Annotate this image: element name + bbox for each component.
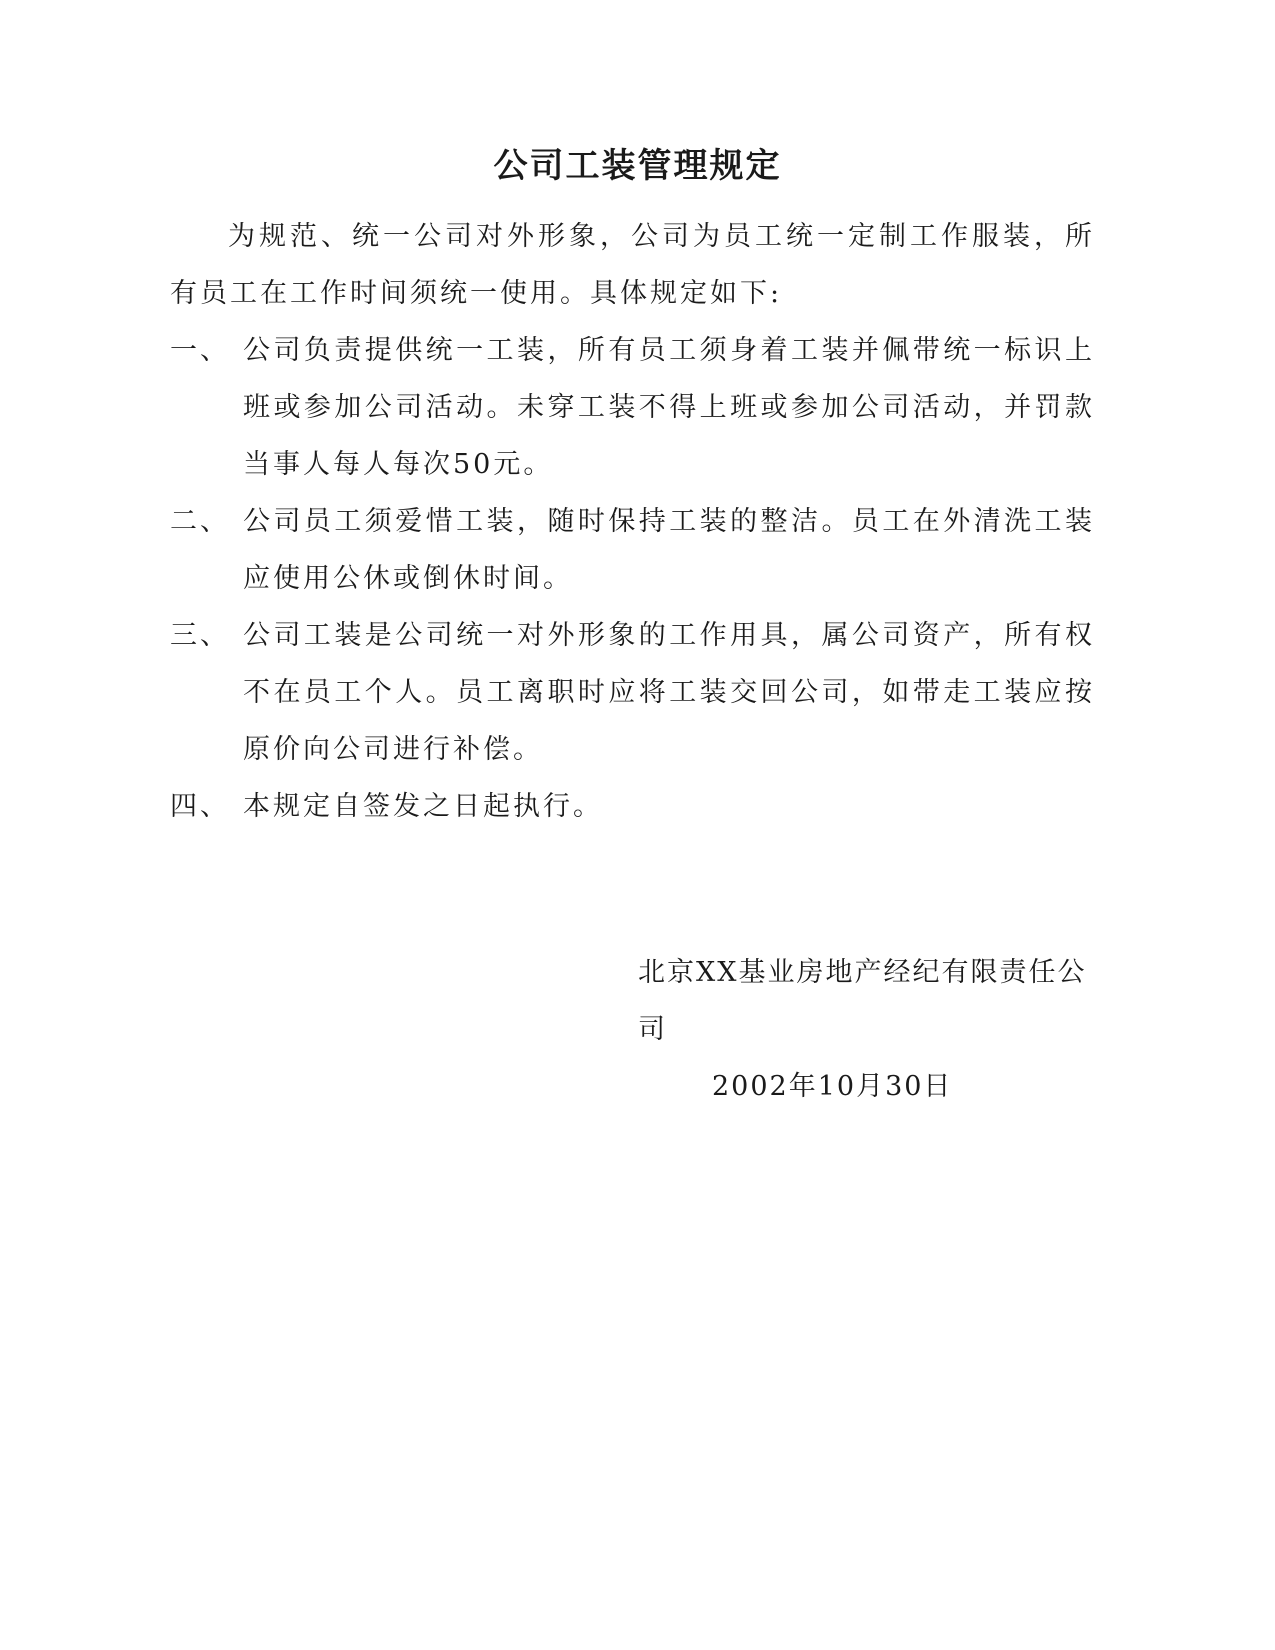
item-text: 公司员工须爱惜工装，随时保持工装的整洁。员工在外清洗工装应使用公休或倒休时间。 <box>243 506 1095 594</box>
regulation-item-4 <box>170 778 1095 835</box>
signature-block <box>600 944 1100 1115</box>
regulation-item-3 <box>170 607 1095 778</box>
item-marker: 四、 <box>170 791 230 822</box>
document-title: 公司工装管理规定 <box>493 146 782 186</box>
item-text: 公司负责提供统一工装，所有员工须身着工装并佩带统一标识上班或参加公司活动。未穿工装不得上班或参加公司活动，并罚款当事人每人每次50元。 <box>243 335 1095 480</box>
signature-date: 2002年10月30日 <box>712 1071 953 1102</box>
item-text: 本规定自签发之日起执行。 <box>243 791 603 822</box>
regulation-list <box>170 322 1095 835</box>
regulation-item-1 <box>170 322 1095 493</box>
item-marker: 三、 <box>170 620 230 651</box>
item-marker: 二、 <box>170 506 230 537</box>
intro-paragraph: 为规范、统一公司对外形象，公司为员工统一定制工作服装，所有员工在工作时间须统一使用。具体规定如下: <box>170 221 1095 309</box>
regulation-item-2 <box>170 493 1095 607</box>
item-marker: 一、 <box>170 335 230 366</box>
item-text: 公司工装是公司统一对外形象的工作用具，属公司资产，所有权不在员工个人。员工离职时应将工装交回公司，如带走工装应按原价向公司进行补偿。 <box>243 620 1095 765</box>
company-name: 北京XX基业房地产经纪有限责任公司 <box>638 957 1087 1045</box>
